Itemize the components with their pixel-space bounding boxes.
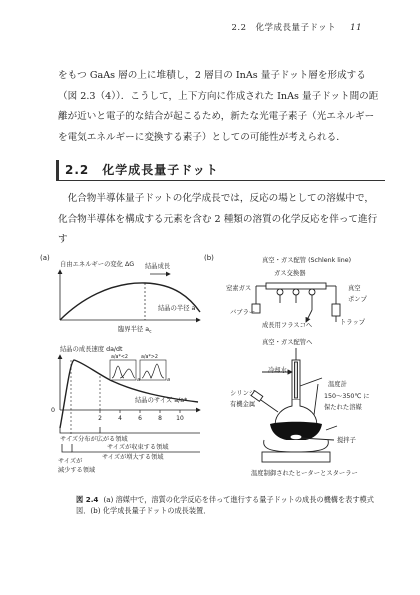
inset-1-axis: a <box>137 377 141 383</box>
figure-caption <box>76 494 376 516</box>
tick-zero: 0 <box>50 407 55 414</box>
inset-1-label: a/a*<2 <box>111 355 128 360</box>
pump-label: ポンプ <box>348 296 367 303</box>
inset-2-label: a/a*>2 <box>141 355 158 360</box>
syringe-label: シリンジ <box>230 390 256 397</box>
schlenk-line-diagram <box>252 283 340 322</box>
to-flask-label: 成長用フラスコへ <box>262 322 313 329</box>
body-paragraph-2: 化合物半導体量子ドットの化学成長では，反応の場としての溶媒中で，化合物半導体を構成する元素を含む 2 種類の溶質の化学反応を伴って進行す <box>58 193 378 245</box>
page-number: 11 <box>350 23 362 33</box>
growth-rate-plot <box>60 355 200 437</box>
tick-10: 10 <box>176 415 184 422</box>
caption-label: 図 2.4 <box>76 495 99 504</box>
label-size-decrease-1: サイズが <box>58 458 83 465</box>
thermometer-label: 温度計 <box>328 381 347 388</box>
tick-8: 8 <box>158 415 162 422</box>
nitrogen-gas-label: 窒素ガス <box>226 285 252 292</box>
label-distribution-broaden: サイズ分布が広がる領域 <box>60 436 128 443</box>
inset-2-axis: a <box>167 377 171 383</box>
body-paragraph-1: をもつ GaAs 層の上に堆積し，2 層目の InAs 量子ドット層を形成する（図 2.3（4））．こうして，上下方向に作成された InAs 量子ドット間の距離が近いと電子的な結合が起こるため，新たな光電子素子（光エネルギーを電気エネルギーに変換する素子）としての可能性が考えられる． <box>58 70 379 143</box>
organometal-label: 有機金属 <box>230 401 256 408</box>
vacuum-label: 真空 <box>348 285 361 292</box>
dg-curve <box>60 283 200 320</box>
schlenk-line-label: 真空・ガス配管 (Schlenk line) <box>262 257 352 264</box>
temperature-label: 150〜350℃ に <box>324 393 370 400</box>
to-line-label: 真空・ガス配管へ <box>262 339 313 346</box>
coolant-label: 冷却水 <box>268 367 287 374</box>
caption-text: (a) 溶媒中で，溶質の化学反応を伴って進行する量子ドットの成長の機構を表す模式図．(b) 化学成長量子ドットの成長装置． <box>76 495 374 515</box>
growth-label: 結晶成長 <box>145 263 171 270</box>
gas-valve-label: ガス交換器 <box>274 270 306 277</box>
header-section: 2.2 化学成長量子ドット <box>231 23 337 33</box>
heater-stirrer-label: 温度制御されたヒーターとスターラー <box>251 470 358 477</box>
rate-x-label: 結晶のサイズ a/a* <box>135 397 188 404</box>
bubbler-label: バブラー <box>230 309 256 316</box>
panel-b-label: (b) <box>204 254 214 262</box>
section-title: 2.2 化学成長量子ドット <box>65 163 219 177</box>
rate-y-label: 結晶の成長速度 da/dt <box>60 346 123 353</box>
solvent-label: 保たれた溶媒 <box>324 404 362 411</box>
free-energy-plot <box>60 270 200 320</box>
label-size-decrease-2: 減少する領域 <box>58 467 96 474</box>
tick-2: 2 <box>98 415 102 422</box>
critical-radius-label: 臨界半径 $a_c$ <box>118 326 152 335</box>
label-size-increase: サイズが増大する領域 <box>102 454 164 461</box>
panel-a-label: (a) <box>40 254 50 262</box>
tick-4: 4 <box>118 415 122 422</box>
dg-x-label: 結晶の半径 a <box>158 305 196 312</box>
trap-label: トラップ <box>340 319 366 326</box>
tick-6: 6 <box>138 415 142 422</box>
dg-y-label: 自由エネルギーの変化 ΔG <box>60 261 135 268</box>
label-size-converge: サイズが収束する領域 <box>107 444 169 451</box>
stir-bar-label: 撹拌子 <box>337 437 356 444</box>
